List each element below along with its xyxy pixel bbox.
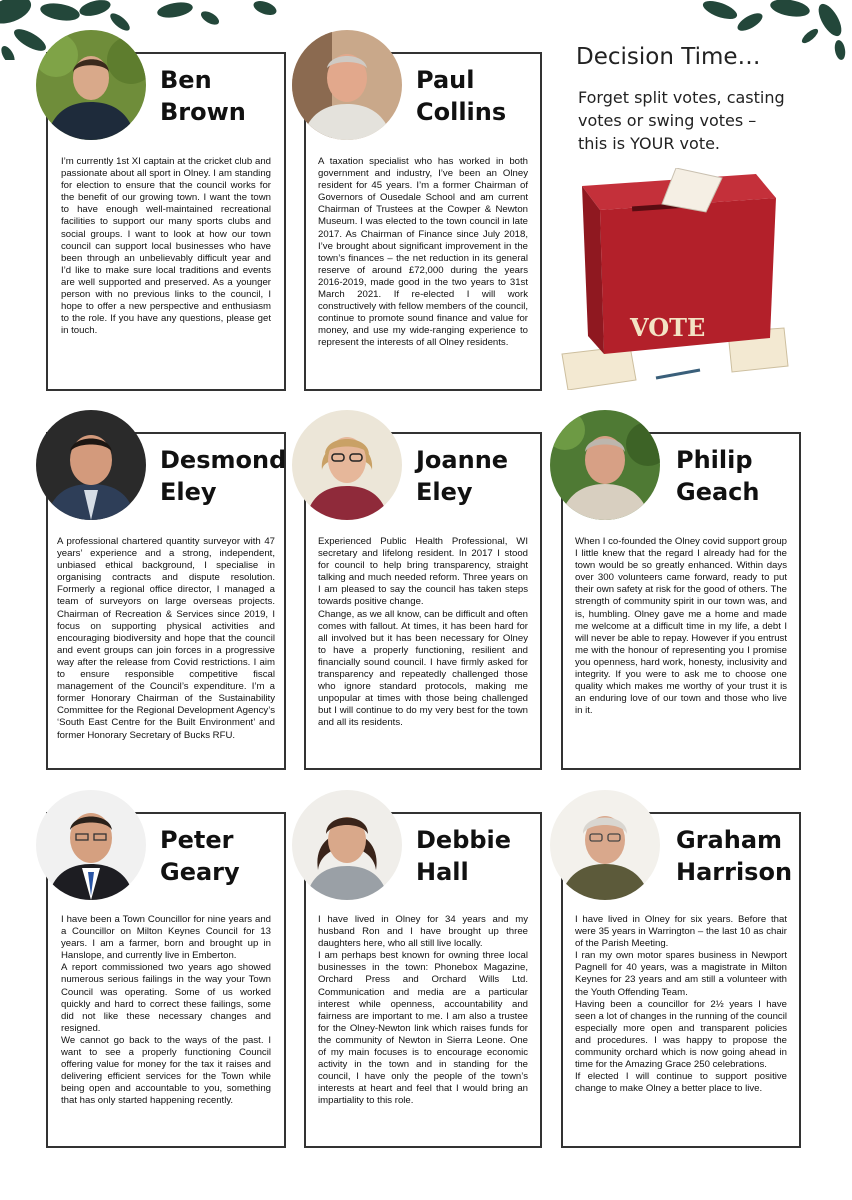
candidate-bio: I’m currently 1st XI captain at the cricket club and passionate about all sport in Olney. I am standing for election to ensure that the council works for the benefit of our growing town. I want the town to have enough well-maintained recreational facilities to support our many sports clubs and social groups. I want to look at how our town council can support local businesses who have been through an unbelievably difficult year and I’d like to make sure local traditions and events are well supported and preserved. As a younger person with no previous links to the council, I hope to offer a new perspective and enthusiasm to the role. If you have any questions, please get in touch. xyxy=(61,156,271,337)
candidate-bio: I have lived in Olney for six years. Before that were 35 years in Warrington – the last 10 as chair of the Parish Meeting. I ran my own motor spares business in Newport Pagnell for 40 years, was a magistrate in Milton Keynes for 23 years and am still a volunteer with the Youth Offending Team. Having been a councillor for 2½ years I have seen a lot of changes in the running of the council especially more open and transparent policies and procedures. I was happy to propose the community orchard which is now going ahead in time for the Amazing Grace 250 celebrations. If elected I will continue to support positive change to make Olney a better place to live. xyxy=(575,914,787,1095)
portrait-image xyxy=(292,790,402,900)
candidate-name: Peter Geary xyxy=(160,826,240,886)
page-title: Decision Time… xyxy=(576,44,761,70)
subtitle-line: votes or swing votes – xyxy=(578,111,757,130)
candidate-bio: A professional chartered quantity surveyor with 47 years’ experience and a strong, independent, unbiased ethical background, I specialise in organising contracts and dispute resolution. Formerly a regional office director, I managed a team of surveyors on large overseas projects. Chairman of Recreation & Services since 2019, I focus on supporting physical activities and encouraging biodiversity and hope that the council and event groups can join forces in a progressive way after the release from Covid restrictions. I aim to ensure responsible competitive fiscal management of the Council’s expenditure. I’m a former Honorary Chairman of the Sustainability Committee for the Regional Development Agency’s ‘South East Centre for the Built Environment’ and former Honorary Secretary of Bucks RFU. xyxy=(57,536,275,741)
leaves-top-left xyxy=(0,0,300,60)
portrait-image xyxy=(36,410,146,520)
candidate-bio: Experienced Public Health Professional, WI secretary and lifelong resident. In 2017 I stood for council to help bring transparency, straight talking and much needed reform. Three years on I am pleased to say the council has taken steps towards positive change. Change, as we all know, can be difficult and often comes with fallout. At times, it has been hard for all involved but it has been necessary for Olney to have a properly functioning, resilient and financially sound council. I have firmly asked for transparency and repeatedly challenged those who ignore standard protocols, making me unpopular at times with those being challenged but I will continue to do my very best for the town and all its residents. xyxy=(318,536,528,729)
candidate-name: Paul Collins xyxy=(416,66,507,126)
portrait-image xyxy=(36,30,146,140)
candidate-photo-joanne-eley xyxy=(292,410,402,520)
candidate-name: Graham Harrison xyxy=(676,826,793,886)
candidate-bio: When I co-founded the Olney covid support group I little knew that the regard I already had for the town would be so greatly enhanced. Within days over 300 volunteers came forward, ready to put their own safety at risk for the good of others. The strength of community spirit in our town was, and is, humbling. Olney gave me a home and made me welcome at a difficult time in my life, a debt I will never be able to repay. However if you entrust me with the honour of representing you I promise you openness, hard work, honesty, inclusivity and integrity. If you were to ask me to choose one quality which makes me worthy of your trust it is an enduring love of our town and those who live in it. xyxy=(575,536,787,717)
candidate-photo-graham-harrison xyxy=(550,790,660,900)
candidate-photo-paul-collins xyxy=(292,30,402,140)
candidate-name: Ben Brown xyxy=(160,66,246,126)
subtitle-line: this is YOUR vote. xyxy=(578,134,721,153)
subtitle-line: Forget split votes, casting xyxy=(578,88,785,107)
portrait-image xyxy=(292,410,402,520)
candidate-bio: A taxation specialist who has worked in both government and industry, I’ve been an Olney resident for 45 years. I’m a former Chairman of Governors of Ousedale School and am current Chairman of Trustees at the Cowper & Newton Museum. I was elected to the town council in late 2017. As Chairman of Finance since July 2018, I’ve brought about significant improvement in the town’s finances – the net reduction in its general reserve of around £72,000 during the years 2016-2019, made good in the two years to 31st March 2021. If re-elected I will work constructively with fellow members of the council, continue to promote sound finance and value for money, and use my wide-ranging experience to represent the interests of all Olney residents. xyxy=(318,156,528,349)
candidate-bio: I have been a Town Councillor for nine years and a Councillor on Milton Keynes Council for 13 years. I am a farmer, born and brought up in Hanslope, and currently live in Emberton. A report commissioned two years ago showed numerous serious failings in the way your Town Council was operating. Some of us worked quickly and hard to correct these failings, some did not like these necessary changes and resigned. We cannot go back to the ways of the past. I want to see a properly functioning Council offering value for money for the tax it raises and delivering efficient services for the Town while being open and accountable to you, something that has only started happening recently. xyxy=(61,914,271,1107)
ballot-box-illustration xyxy=(560,168,790,390)
candidate-name: Joanne Eley xyxy=(416,446,509,506)
portrait-image xyxy=(36,790,146,900)
candidate-photo-peter-geary xyxy=(36,790,146,900)
candidate-photo-debbie-hall xyxy=(292,790,402,900)
candidate-photo-ben-brown xyxy=(36,30,146,140)
candidate-name: Desmond Eley xyxy=(160,446,287,506)
portrait-image xyxy=(550,410,660,520)
candidate-photo-philip-geach xyxy=(550,410,660,520)
candidate-name: Philip Geach xyxy=(676,446,760,506)
candidate-photo-desmond-eley xyxy=(36,410,146,520)
candidate-bio: I have lived in Olney for 34 years and my husband Ron and I have brought up three daughters here, who all still live locally. I am perhaps best known for owning three local businesses in the town: Phonebox Magazine, Orchard Press and Orchard Wills Ltd. Communication and media are a particular interest while openness, accountability and fairness are important to me. I am also a trustee for the Olney-Newton link which raises funds for the community of Newton in Sierra Leone. One of my main focuses is to encourage economic activity in the town and in standing for the council, I have only the people of the town’s interests at heart and feel that I would bring an impartiality to this role. xyxy=(318,914,528,1107)
portrait-image xyxy=(292,30,402,140)
portrait-image xyxy=(550,790,660,900)
ballot-box-label: VOTE xyxy=(630,313,706,342)
page-subtitle xyxy=(578,86,798,155)
candidate-name: Debbie Hall xyxy=(416,826,512,886)
